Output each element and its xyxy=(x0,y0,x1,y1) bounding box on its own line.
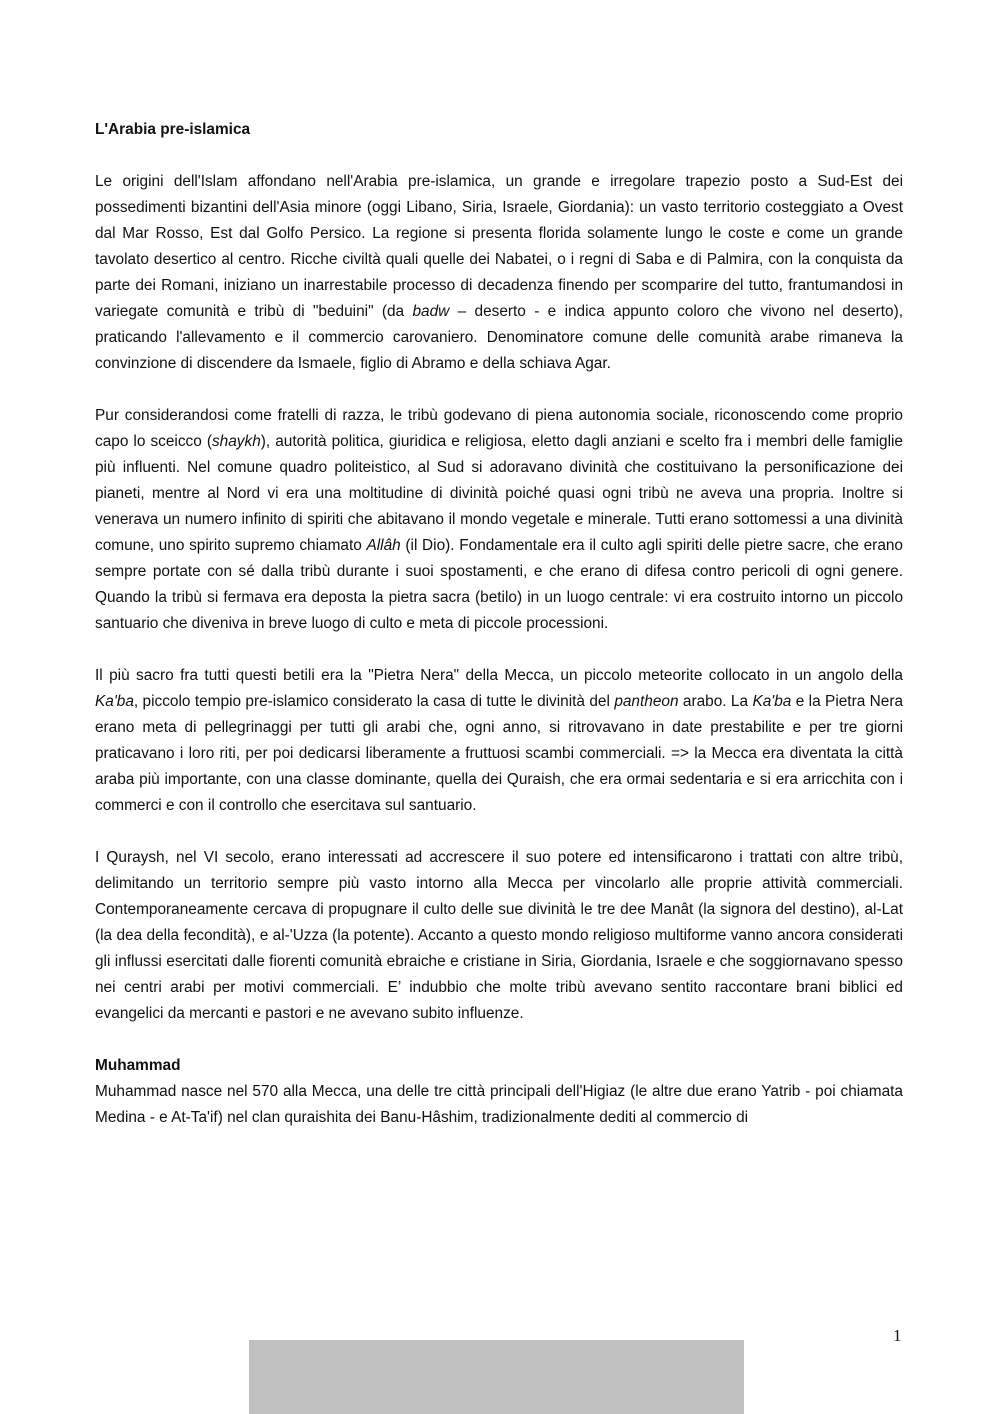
italic-term: badw xyxy=(412,303,450,320)
text-run: Pur considerandosi come fratelli di razza, le tribù godevano di piena autonomia sociale, riconoscendo come proprio capo lo sceicco ( xyxy=(95,407,903,450)
paragraph-muhammad: Muhammad nasce nel 570 alla Mecca, una delle tre città principali dell'Higiaz (le altre due erano Yatrib - poi chiamata Medina - e At-Ta'if) nel clan quraishita dei Banu-Hâshim, tradizionalmente dediti al commercio di xyxy=(95,1083,903,1126)
paragraph-tribes xyxy=(95,403,903,637)
paragraph-origins xyxy=(95,169,903,377)
text-run: e la Pietra Nera erano meta di pellegrinaggi per tutti gli arabi che, ogni anno, si ritrovavano in date prestabilite e per tre giorni praticavano i loro riti, per poi dedicarsi liberamente a fruttuosi scambi commerciali. => la Mecca era diventata la città araba più importante, con una classe dominante, quella dei Quraish, che era ormai sedentaria e si era arricchita con i commerci e con il controllo che esercitava sul santuario. xyxy=(95,693,904,814)
italic-term: Allâh xyxy=(366,537,401,554)
paragraph-quraysh: I Quraysh, nel VI secolo, erano interessati ad accrescere il suo potere ed intensificarono i trattati con altre tribù, delimitando un territorio sempre più vasto intorno alla Mecca per vincolarlo alle proprie attività commerciali. Contemporaneamente cercava di propugnare il culto delle sue divinità le tre dee Manât (la signora del destino), al-Lat (la dea della fecondità), e al-'Uzza (la potente). Accanto a questo mondo religioso multiforme vanno ancora considerati gli influssi esercitati dalle fiorenti comunità ebraiche e cristiane in Siria, Giordania, Israele e che soggiornavano spesso nei centri arabi per motivi commerciali. E’ indubbio che molte tribù avevano sentito raccontare brani biblici ed evangelici da mercanti e pastori e ne avevano subito influenze. xyxy=(95,849,903,1022)
section-heading-muhammad: Muhammad xyxy=(95,1057,181,1074)
italic-term: Ka'ba xyxy=(752,693,792,710)
page-number: 1 xyxy=(893,1326,902,1345)
section-heading-arabia: L'Arabia pre-islamica xyxy=(95,121,251,138)
text-run: (il Dio). Fondamentale era il culto agli spiriti delle pietre sacre, che erano sempre portate con sé dalla tribù durante i suoi spostamenti, e che erano di difesa contro pericoli di ogni genere. Quando la tribù si fermava era deposta la pietra sacra (betilo) in un luogo centrale: vi era costruito intorno un piccolo santuario che diveniva in breve luogo di culto e meta di piccole processioni. xyxy=(95,537,903,632)
text-run: arabo. La xyxy=(678,693,753,710)
footer-gray-bar xyxy=(249,1340,744,1414)
text-run: , piccolo tempio pre-islamico considerato la casa di tutte le divinità del xyxy=(133,693,615,710)
text-run: Le origini dell'Islam affondano nell'Arabia pre-islamica, un grande e irregolare trapezio posto a Sud-Est dei possedimenti bizantini dell'Asia minore (oggi Libano, Siria, Israele, Giordania): un vasto territorio costeggiato a Ovest dal Mar Rosso, Est dal Golfo Persico. La regione si presenta florida solamente lungo le coste e come un grande tavolato desertico al centro. Ricche civiltà quali quelle dei Nabatei, o i regni di Saba e di Palmira, con la conquista da parte dei Romani, iniziano un inarrestabile processo di decadenza finendo per scomparire del tutto, frantumandosi in variegate comunità e tribù di "beduini" (da xyxy=(95,173,903,320)
page-content xyxy=(95,117,903,1131)
italic-term: shaykh xyxy=(211,433,261,450)
text-run: Il più sacro fra tutti questi betili era la "Pietra Nera" della Mecca, un piccolo meteorite collocato in un angolo della xyxy=(95,667,903,684)
italic-term: pantheon xyxy=(614,693,679,710)
italic-term: Ka'ba xyxy=(95,693,134,710)
text-run: – deserto - e indica appunto coloro che vivono nel deserto), praticando l'allevamento e il commercio carovaniero. Denominatore comune delle comunità arabe rimaneva la convinzione di discendere da Ismaele, figlio di Abramo e della schiava Agar. xyxy=(95,303,903,372)
paragraph-black-stone xyxy=(95,663,903,819)
text-run: ), autorità politica, giuridica e religiosa, eletto dagli anziani e scelto fra i membri delle famiglie più influenti. Nel comune quadro politeistico, al Sud si adoravano divinità che costituivano la personificazione dei pianeti, mentre al Nord vi era una moltitudine di divinità poiché quasi ogni tribù ne aveva una propria. Inoltre si venerava un numero infinito di spiriti che abitavano il mondo vegetale e minerale. Tutti erano sottomessi a una divinità comune, uno spirito supremo chiamato xyxy=(95,433,903,554)
